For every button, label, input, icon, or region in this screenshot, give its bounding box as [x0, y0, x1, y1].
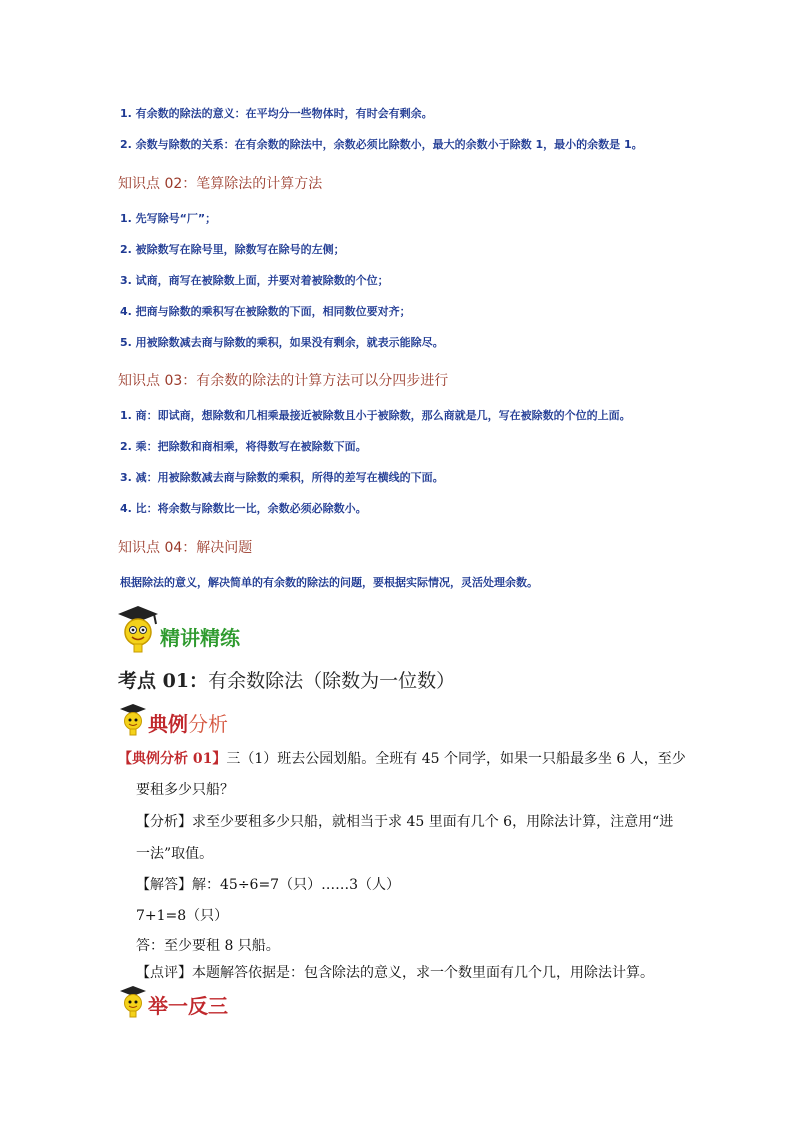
- kp2-item-1: 1. 先写除号“厂”；: [120, 212, 217, 225]
- comment-tag: 【点评】: [136, 965, 192, 981]
- example-tag: 【典例分析 01】: [118, 751, 227, 767]
- kp3-item-2: 2. 乘：把除数和商相乘，将得数写在被除数下面。: [120, 440, 367, 453]
- analysis-tag: 【分析】: [136, 814, 192, 830]
- kp4-text: 根据除法的意义，解决简单的有余数的除法的问题，要根据实际情况，灵活处理余数。: [120, 576, 538, 589]
- banner-dianli-part1: 典例: [148, 712, 188, 736]
- exam-point-title: [118, 666, 455, 693]
- mascot-small-icon: [118, 984, 148, 1018]
- mascot-small-icon: [118, 702, 148, 736]
- exam-point-number: 考点 01：: [118, 670, 209, 692]
- analysis-line-2: 一法”取值。: [136, 846, 214, 862]
- kp2-item-3: 3. 试商，商写在被除数上面，并要对着被除数的个位；: [120, 274, 389, 287]
- analysis-line-1: 【分析】求至少要租多少只船，就相当于求 45 里面有几个 6，用除法计算，注意用“进: [136, 814, 674, 830]
- mascot-graduate-icon: [114, 602, 162, 654]
- banner-dianli-label: [148, 708, 228, 737]
- kp3-item-4: 4. 比：将余数与除数比一比，余数必须必除数小。: [120, 502, 367, 515]
- kp2-item-4: 4. 把商与除数的乘积写在被除数的下面，相同数位要对齐；: [120, 305, 411, 318]
- exam-point-name: 有余数除法（除数为一位数）: [208, 670, 456, 692]
- kp3-item-3: 3. 减：用被除数减去商与除数的乘积，所得的差写在横线的下面。: [120, 471, 444, 484]
- example-question-line-2: 要租多少只船？: [136, 782, 234, 798]
- kp2-item-2: 2. 被除数写在除号里，除数写在除号的左侧；: [120, 243, 345, 256]
- kp4-heading: 知识点 04：解决问题: [118, 540, 253, 556]
- definition-item-2: 2. 余数与除数的关系：在有余数的除法中，余数必须比除数小，最大的余数小于除数 1，最小的余数是 1。: [120, 138, 643, 151]
- banner-dianli: [118, 702, 278, 738]
- comment-line: 【点评】本题解答依据是：包含除法的意义，求一个数里面有几个几，用除法计算。: [136, 965, 654, 981]
- kp3-item-1: 1. 商：即试商，想除数和几相乘最接近被除数且小于被除数，那么商就是几，写在被除数的个位的上面。: [120, 409, 631, 422]
- banner-jingjiang-label: 精讲精练: [160, 626, 240, 650]
- kp2-item-5: 5. 用被除数减去商与除数的乘积，如果没有剩余，就表示能除尽。: [120, 336, 444, 349]
- definition-item-1: 1. 有余数的除法的意义：在平均分一些物体时，有时会有剩余。: [120, 107, 433, 120]
- example-question-line-1: 【典例分析 01】三（1）班去公园划船。全班有 45 个同学，如果一只船最多坐 6 人，至少: [118, 751, 686, 767]
- banner-juyi-label: 举一反三: [148, 994, 228, 1018]
- kp2-heading: 知识点 02：笔算除法的计算方法: [118, 176, 323, 192]
- answer-line-1: 【解答】解：45÷6=7（只）……3（人）: [136, 877, 400, 893]
- banner-jingjiang: [114, 602, 274, 654]
- kp3-heading: 知识点 03：有余数的除法的计算方法可以分四步进行: [118, 373, 449, 389]
- banner-juyi: [118, 984, 278, 1020]
- answer-line-2: 7+1=8（只）: [136, 908, 229, 924]
- answer-line-3: 答：至少要租 8 只船。: [136, 938, 280, 954]
- banner-dianli-part2: 分析: [188, 712, 228, 736]
- answer-tag: 【解答】: [136, 877, 192, 893]
